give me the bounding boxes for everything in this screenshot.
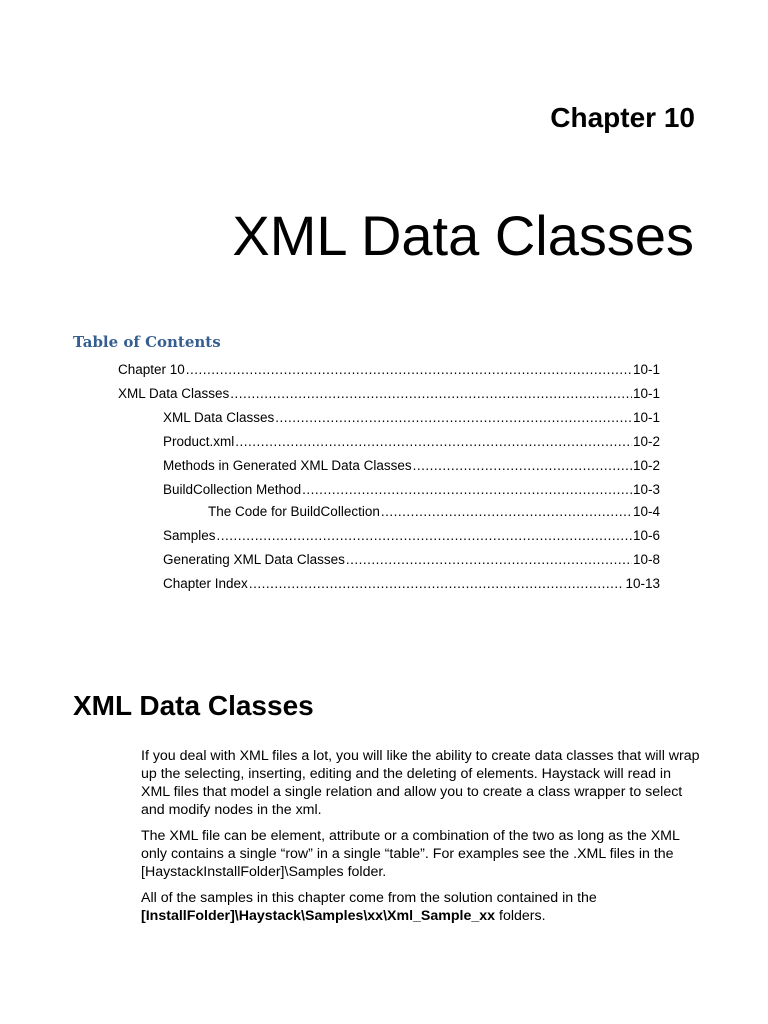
toc-entry-page: 10-8 [632,552,660,567]
toc-entry-title: The Code for BuildCollection [208,504,380,519]
toc-dot-leader [346,550,632,570]
toc-dot-leader [217,526,632,546]
toc-dot-leader [230,384,632,404]
toc-entry-page: 10-3 [632,482,660,497]
paragraph: The XML file can be element, attribute or a combination of the two as long as the XML only contains a single “row” in a single “table”. For examples see the .XML files in the [HaystackInstallFolder]\Samples folder. [141,828,680,880]
toc-entry-page: 10-2 [632,458,660,473]
toc-entry-title: Generating XML Data Classes [163,552,345,567]
toc-entry[interactable] [163,550,660,570]
toc-entry-title: Chapter Index [163,576,248,591]
toc-entry[interactable] [163,526,660,546]
toc-entry-title: Methods in Generated XML Data Classes [163,458,412,473]
toc-dot-leader [413,456,632,476]
paragraph [141,889,701,925]
toc-entry[interactable] [163,480,660,500]
chapter-title: XML Data Classes [232,204,694,267]
paragraph-end: folders. [499,908,546,924]
toc-entry[interactable] [163,456,660,476]
toc-entry-title: Samples [163,528,216,543]
toc-entry[interactable] [208,502,660,522]
toc-dot-leader [275,408,632,428]
toc-dot-leader [186,360,632,380]
toc-entry[interactable] [163,432,660,452]
toc-dot-leader [249,574,625,594]
chapter-label: Chapter 10 [550,102,695,133]
toc-entry-page: 10-1 [632,386,660,401]
toc-dot-leader [235,432,632,452]
paragraph: If you deal with XML files a lot, you will like the ability to create data classes that will wrap up the selecting, inserting, editing and the deleting of elements. Haystack will read in XML files that model a single relation and allow you to create a class wrapper to select and modify nodes in the xml. [141,748,700,818]
paragraph-intro: All of the samples in this chapter come from the solution contained in the [141,890,597,906]
toc-entry-page: 10-6 [632,528,660,543]
toc-dot-leader [381,502,632,522]
toc-entry[interactable] [163,408,660,428]
toc-entry-page: 10-1 [632,362,660,377]
toc-entry[interactable] [163,574,660,594]
install-folder-path: [InstallFolder]\Haystack\Samples\xx\Xml_Sample_xx [141,908,496,924]
toc-entry[interactable] [118,384,660,404]
toc-entry-page: 10-1 [632,410,660,425]
section-heading: XML Data Classes [73,690,314,721]
toc-entry-page: 10-13 [625,576,660,591]
toc-dot-leader [302,480,632,500]
toc-entry-page: 10-2 [632,434,660,449]
toc-entry-title: BuildCollection Method [163,482,302,497]
toc-heading: Table of Contents [73,333,221,351]
toc-entry[interactable] [118,360,660,380]
toc-entry-title: XML Data Classes [118,386,230,401]
toc-entry-title: XML Data Classes [163,410,275,425]
toc-entry-page: 10-4 [632,504,660,519]
toc-entry-title: Chapter 10 [118,362,185,377]
toc-entry-title: Product.xml [163,434,235,449]
section-body [141,747,701,933]
